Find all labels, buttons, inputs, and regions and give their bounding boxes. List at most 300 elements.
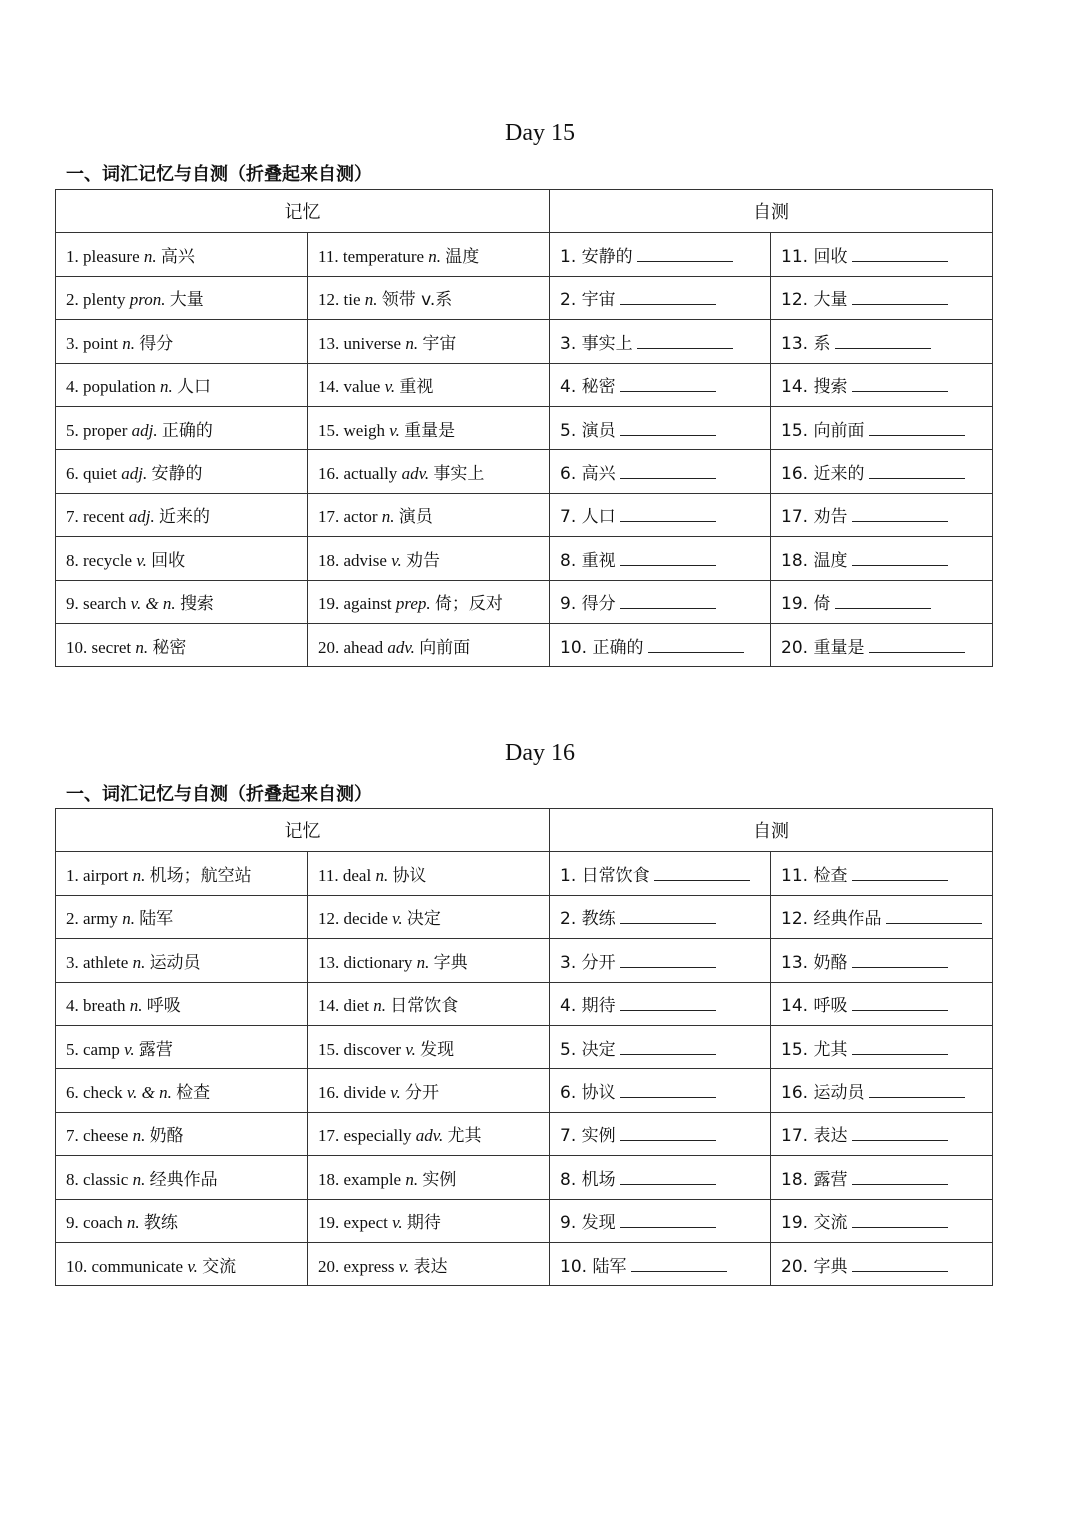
memory-header: 记忆 bbox=[56, 809, 550, 852]
part-of-speech: n. bbox=[135, 637, 149, 657]
memory-cell bbox=[308, 1025, 550, 1068]
table-row bbox=[56, 895, 993, 938]
memory-cell bbox=[56, 1156, 308, 1199]
meaning: 奶酪 bbox=[149, 1126, 184, 1147]
answer-blank[interactable] bbox=[852, 1255, 948, 1272]
table-row bbox=[56, 1069, 993, 1112]
table-row bbox=[56, 363, 993, 406]
vocab-word: 16. divide bbox=[318, 1083, 386, 1103]
memory-cell bbox=[56, 852, 308, 895]
memory-cell bbox=[56, 1069, 308, 1112]
self-test-cell bbox=[550, 406, 771, 449]
self-test-cell bbox=[771, 623, 993, 666]
test-prompt: 12. 大量 bbox=[781, 290, 848, 311]
memory-header: 记忆 bbox=[56, 190, 550, 233]
vocab-word: 13. universe bbox=[318, 333, 402, 353]
meaning: 陆军 bbox=[139, 909, 174, 930]
vocab-word: 8. recycle bbox=[66, 550, 133, 570]
part-of-speech: adv. bbox=[387, 637, 415, 657]
table-row bbox=[56, 493, 993, 536]
self-test-cell bbox=[771, 580, 993, 623]
memory-cell bbox=[308, 1242, 550, 1285]
part-of-speech: v. bbox=[187, 1256, 198, 1276]
answer-blank[interactable] bbox=[852, 994, 948, 1011]
self-test-cell bbox=[771, 1112, 993, 1155]
meaning: 期待 bbox=[406, 1213, 441, 1234]
section-title: 一、词汇记忆与自测（折叠起来自测） bbox=[66, 164, 372, 185]
test-prompt: 8. 重视 bbox=[560, 550, 616, 571]
vocab-table bbox=[55, 189, 993, 667]
self-test-cell bbox=[771, 276, 993, 319]
meaning: 决定 bbox=[406, 909, 441, 930]
test-prompt: 2. 教练 bbox=[560, 909, 616, 930]
vocab-word: 11. deal bbox=[318, 866, 372, 886]
self-test-cell bbox=[550, 363, 771, 406]
part-of-speech: n. bbox=[416, 952, 430, 972]
vocab-word: 10. communicate bbox=[66, 1256, 184, 1276]
table-row bbox=[56, 276, 993, 319]
part-of-speech: adj. bbox=[131, 420, 158, 440]
table-row bbox=[56, 320, 993, 363]
test-prompt: 16. 运动员 bbox=[781, 1083, 865, 1104]
answer-blank[interactable] bbox=[852, 951, 948, 968]
answer-blank[interactable] bbox=[637, 332, 733, 349]
part-of-speech: v. bbox=[124, 1039, 135, 1059]
table-row bbox=[56, 852, 993, 895]
memory-cell bbox=[56, 320, 308, 363]
table-header-row bbox=[56, 809, 993, 852]
test-prompt: 14. 搜索 bbox=[781, 377, 848, 398]
test-prompt: 16. 近来的 bbox=[781, 464, 865, 485]
vocab-word: 6. check bbox=[66, 1083, 123, 1103]
memory-cell bbox=[308, 233, 550, 276]
self-test-cell bbox=[550, 1025, 771, 1068]
answer-blank[interactable] bbox=[620, 1211, 716, 1228]
test-prompt: 20. 重量是 bbox=[781, 637, 865, 658]
table-row bbox=[56, 537, 993, 580]
test-prompt: 18. 温度 bbox=[781, 550, 848, 571]
self-test-cell bbox=[771, 852, 993, 895]
meaning: 宇宙 bbox=[422, 333, 457, 354]
vocab-word: 14. value bbox=[318, 377, 381, 397]
memory-cell bbox=[308, 623, 550, 666]
meaning: 正确的 bbox=[161, 420, 213, 441]
test-prompt: 13. 奶酪 bbox=[781, 952, 848, 973]
answer-blank[interactable] bbox=[620, 505, 716, 522]
test-prompt: 3. 事实上 bbox=[560, 333, 633, 354]
self-test-cell bbox=[771, 1069, 993, 1112]
part-of-speech: n. bbox=[132, 1169, 146, 1189]
test-prompt: 19. 交流 bbox=[781, 1213, 848, 1234]
self-test-cell bbox=[771, 320, 993, 363]
vocab-word: 17. especially bbox=[318, 1126, 412, 1146]
vocab-word: 4. population bbox=[66, 377, 156, 397]
meaning: 回收 bbox=[151, 550, 186, 571]
answer-blank[interactable] bbox=[869, 1081, 965, 1098]
self-test-cell bbox=[550, 895, 771, 938]
self-test-cell bbox=[771, 1242, 993, 1285]
test-prompt: 18. 露营 bbox=[781, 1169, 848, 1190]
part-of-speech: n. bbox=[122, 909, 135, 929]
answer-blank[interactable] bbox=[620, 462, 716, 479]
vocab-word: 20. express bbox=[318, 1256, 395, 1276]
meaning: 检查 bbox=[176, 1083, 211, 1104]
memory-cell bbox=[308, 406, 550, 449]
meaning: 协议 bbox=[392, 866, 427, 887]
test-prompt: 10. 陆军 bbox=[560, 1256, 627, 1277]
table-row bbox=[56, 939, 993, 982]
test-prompt: 7. 人口 bbox=[560, 507, 616, 528]
memory-cell bbox=[56, 895, 308, 938]
meaning: 安静的 bbox=[151, 464, 203, 485]
vocab-word: 13. dictionary bbox=[318, 952, 413, 972]
vocab-word: 1. airport bbox=[66, 866, 129, 886]
memory-cell bbox=[56, 233, 308, 276]
table-row bbox=[56, 233, 993, 276]
self-test-cell bbox=[771, 406, 993, 449]
self-test-cell bbox=[771, 493, 993, 536]
part-of-speech: prep. bbox=[395, 594, 431, 614]
test-prompt: 4. 期待 bbox=[560, 996, 616, 1017]
answer-blank[interactable] bbox=[835, 592, 931, 609]
meaning: 领带 v.系 bbox=[381, 290, 453, 311]
self-test-cell bbox=[771, 895, 993, 938]
answer-blank[interactable] bbox=[852, 1124, 948, 1141]
part-of-speech: adv. bbox=[401, 464, 430, 484]
memory-cell bbox=[308, 1069, 550, 1112]
vocab-word: 9. coach bbox=[66, 1213, 123, 1233]
answer-blank[interactable] bbox=[620, 375, 716, 392]
test-prompt: 8. 机场 bbox=[560, 1169, 616, 1190]
vocab-word: 12. decide bbox=[318, 909, 388, 929]
table-row bbox=[56, 450, 993, 493]
part-of-speech: v. bbox=[391, 550, 402, 570]
part-of-speech: n. bbox=[132, 1126, 146, 1146]
answer-blank[interactable] bbox=[852, 505, 948, 522]
memory-cell bbox=[308, 895, 550, 938]
table-header-row bbox=[56, 190, 993, 233]
test-prompt: 17. 劝告 bbox=[781, 507, 848, 528]
answer-blank[interactable] bbox=[852, 375, 948, 392]
meaning: 得分 bbox=[139, 333, 174, 354]
memory-cell bbox=[308, 1156, 550, 1199]
vocab-word: 18. advise bbox=[318, 550, 387, 570]
answer-blank[interactable] bbox=[648, 636, 744, 653]
part-of-speech: v. bbox=[136, 550, 147, 570]
vocab-word: 7. cheese bbox=[66, 1126, 129, 1146]
meaning: 温度 bbox=[445, 247, 480, 268]
vocab-word: 5. camp bbox=[66, 1039, 120, 1059]
self-test-cell bbox=[771, 537, 993, 580]
memory-cell bbox=[56, 1242, 308, 1285]
vocab-word: 11. temperature bbox=[318, 247, 425, 267]
memory-cell bbox=[308, 1112, 550, 1155]
part-of-speech: n. bbox=[132, 952, 146, 972]
test-prompt: 13. 系 bbox=[781, 333, 831, 354]
table-row bbox=[56, 982, 993, 1025]
vocab-word: 19. against bbox=[318, 594, 392, 614]
test-prompt: 3. 分开 bbox=[560, 952, 616, 973]
test-prompt: 17. 表达 bbox=[781, 1126, 848, 1147]
answer-blank[interactable] bbox=[631, 1255, 727, 1272]
self-test-cell bbox=[550, 276, 771, 319]
answer-blank[interactable] bbox=[835, 332, 931, 349]
self-test-cell bbox=[550, 982, 771, 1025]
answer-blank[interactable] bbox=[637, 245, 733, 262]
part-of-speech: v. bbox=[392, 1213, 403, 1233]
test-prompt: 5. 决定 bbox=[560, 1039, 616, 1060]
self-test-cell bbox=[550, 1069, 771, 1112]
meaning: 重视 bbox=[399, 377, 434, 398]
part-of-speech: n. bbox=[375, 866, 389, 886]
part-of-speech: n. bbox=[364, 290, 378, 310]
meaning: 机场；航空站 bbox=[149, 866, 252, 887]
answer-blank[interactable] bbox=[852, 288, 948, 305]
memory-cell bbox=[56, 537, 308, 580]
day-title: Day 16 bbox=[505, 740, 575, 766]
answer-blank[interactable] bbox=[620, 419, 716, 436]
memory-cell bbox=[308, 276, 550, 319]
meaning: 搜索 bbox=[179, 594, 214, 615]
self-test-cell bbox=[550, 939, 771, 982]
test-prompt: 9. 发现 bbox=[560, 1213, 616, 1234]
answer-blank[interactable] bbox=[620, 288, 716, 305]
part-of-speech: adj. bbox=[121, 464, 148, 484]
part-of-speech: n. bbox=[405, 1169, 419, 1189]
test-prompt: 19. 倚 bbox=[781, 594, 831, 615]
meaning: 演员 bbox=[398, 507, 433, 528]
self-test-cell bbox=[550, 450, 771, 493]
test-prompt: 5. 演员 bbox=[560, 420, 616, 441]
test-prompt: 12. 经典作品 bbox=[781, 909, 882, 930]
table-row bbox=[56, 580, 993, 623]
meaning: 教练 bbox=[143, 1213, 178, 1234]
vocab-word: 17. actor bbox=[318, 507, 378, 527]
meaning: 大量 bbox=[169, 290, 204, 311]
answer-blank[interactable] bbox=[620, 1168, 716, 1185]
test-prompt: 6. 协议 bbox=[560, 1083, 616, 1104]
answer-blank[interactable] bbox=[869, 636, 965, 653]
vocab-table bbox=[55, 808, 993, 1286]
test-prompt: 15. 尤其 bbox=[781, 1039, 848, 1060]
part-of-speech: v. bbox=[384, 377, 396, 397]
part-of-speech: pron. bbox=[129, 290, 166, 310]
memory-cell bbox=[308, 493, 550, 536]
meaning: 实例 bbox=[422, 1169, 457, 1190]
test-prompt: 11. 回收 bbox=[781, 247, 848, 268]
meaning: 经典作品 bbox=[149, 1169, 218, 1190]
test-prompt: 1. 安静的 bbox=[560, 247, 633, 268]
table-row bbox=[56, 1242, 993, 1285]
meaning: 日常饮食 bbox=[390, 996, 459, 1017]
meaning: 表达 bbox=[413, 1256, 448, 1277]
test-prompt: 7. 实例 bbox=[560, 1126, 616, 1147]
answer-blank[interactable] bbox=[620, 1081, 716, 1098]
answer-blank[interactable] bbox=[852, 1168, 948, 1185]
answer-blank[interactable] bbox=[620, 951, 716, 968]
answer-blank[interactable] bbox=[620, 592, 716, 609]
vocab-word: 8. classic bbox=[66, 1169, 129, 1189]
test-prompt: 15. 向前面 bbox=[781, 420, 865, 441]
test-prompt: 10. 正确的 bbox=[560, 637, 644, 658]
memory-cell bbox=[308, 852, 550, 895]
self-test-cell bbox=[550, 493, 771, 536]
answer-blank[interactable] bbox=[852, 1211, 948, 1228]
meaning: 近来的 bbox=[159, 507, 211, 528]
meaning: 向前面 bbox=[419, 637, 471, 658]
self-test-cell bbox=[550, 623, 771, 666]
part-of-speech: v. & n. bbox=[130, 594, 176, 614]
memory-cell bbox=[56, 982, 308, 1025]
table-row bbox=[56, 406, 993, 449]
vocab-word: 15. weigh bbox=[318, 420, 386, 440]
meaning: 呼吸 bbox=[146, 996, 181, 1017]
self-test-cell bbox=[550, 1199, 771, 1242]
meaning: 倚；反对 bbox=[434, 594, 503, 615]
meaning: 尤其 bbox=[447, 1126, 482, 1147]
self-test-header: 自测 bbox=[550, 190, 993, 233]
part-of-speech: adv. bbox=[415, 1126, 444, 1146]
vocab-word: 16. actually bbox=[318, 464, 398, 484]
self-test-cell bbox=[550, 1156, 771, 1199]
meaning: 露营 bbox=[138, 1039, 173, 1060]
meaning: 分开 bbox=[405, 1083, 440, 1104]
self-test-cell bbox=[550, 1112, 771, 1155]
part-of-speech: n. bbox=[405, 333, 419, 353]
self-test-cell bbox=[550, 320, 771, 363]
self-test-cell bbox=[550, 1242, 771, 1285]
self-test-cell bbox=[771, 939, 993, 982]
answer-blank[interactable] bbox=[620, 1038, 716, 1055]
day-title: Day 15 bbox=[505, 120, 575, 146]
answer-blank[interactable] bbox=[852, 245, 948, 262]
vocab-word: 9. search bbox=[66, 594, 127, 614]
vocab-word: 12. tie bbox=[318, 290, 361, 310]
vocab-word: 14. diet bbox=[318, 996, 369, 1016]
memory-cell bbox=[56, 406, 308, 449]
answer-blank[interactable] bbox=[886, 907, 982, 924]
self-test-cell bbox=[550, 233, 771, 276]
part-of-speech: v. bbox=[389, 420, 400, 440]
memory-cell bbox=[56, 1025, 308, 1068]
memory-cell bbox=[56, 580, 308, 623]
part-of-speech: v. bbox=[405, 1039, 416, 1059]
self-test-cell bbox=[771, 1025, 993, 1068]
part-of-speech: n. bbox=[373, 996, 386, 1016]
meaning: 运动员 bbox=[149, 952, 201, 973]
answer-blank[interactable] bbox=[620, 994, 716, 1011]
vocab-word: 3. point bbox=[66, 333, 118, 353]
answer-blank[interactable] bbox=[869, 462, 965, 479]
meaning: 人口 bbox=[176, 377, 211, 398]
meaning: 秘密 bbox=[152, 637, 187, 658]
self-test-cell bbox=[771, 1199, 993, 1242]
vocab-word: 7. recent bbox=[66, 507, 125, 527]
answer-blank[interactable] bbox=[620, 907, 716, 924]
table-row bbox=[56, 1112, 993, 1155]
test-prompt: 2. 宇宙 bbox=[560, 290, 616, 311]
part-of-speech: n. bbox=[126, 1213, 140, 1233]
memory-cell bbox=[308, 537, 550, 580]
vocab-word: 2. army bbox=[66, 909, 118, 929]
meaning: 事实上 bbox=[433, 464, 485, 485]
vocab-word: 20. ahead bbox=[318, 637, 384, 657]
vocab-word: 3. athlete bbox=[66, 952, 129, 972]
part-of-speech: n. bbox=[129, 996, 143, 1016]
self-test-header: 自测 bbox=[550, 809, 993, 852]
part-of-speech: v. bbox=[392, 909, 403, 929]
vocab-word: 5. proper bbox=[66, 420, 128, 440]
memory-cell bbox=[56, 939, 308, 982]
part-of-speech: n. bbox=[428, 247, 442, 267]
part-of-speech: n. bbox=[381, 507, 395, 527]
answer-blank[interactable] bbox=[852, 1038, 948, 1055]
memory-cell bbox=[56, 493, 308, 536]
self-test-cell bbox=[550, 537, 771, 580]
answer-blank[interactable] bbox=[620, 549, 716, 566]
meaning: 重量是 bbox=[404, 420, 456, 441]
part-of-speech: adj. bbox=[128, 507, 155, 527]
memory-cell bbox=[308, 450, 550, 493]
test-prompt: 9. 得分 bbox=[560, 594, 616, 615]
part-of-speech: n. bbox=[122, 333, 135, 353]
self-test-cell bbox=[771, 982, 993, 1025]
part-of-speech: v. bbox=[390, 1083, 401, 1103]
answer-blank[interactable] bbox=[852, 549, 948, 566]
table-row bbox=[56, 1199, 993, 1242]
test-prompt: 6. 高兴 bbox=[560, 464, 616, 485]
memory-cell bbox=[56, 1199, 308, 1242]
meaning: 字典 bbox=[433, 952, 468, 973]
part-of-speech: v. bbox=[398, 1256, 410, 1276]
self-test-cell bbox=[771, 450, 993, 493]
self-test-cell bbox=[771, 1156, 993, 1199]
answer-blank[interactable] bbox=[852, 864, 948, 881]
test-prompt: 20. 字典 bbox=[781, 1256, 848, 1277]
memory-cell bbox=[308, 982, 550, 1025]
vocab-word: 4. breath bbox=[66, 996, 126, 1016]
table-row bbox=[56, 1156, 993, 1199]
answer-blank[interactable] bbox=[869, 419, 965, 436]
test-prompt: 14. 呼吸 bbox=[781, 996, 848, 1017]
self-test-cell bbox=[771, 233, 993, 276]
answer-blank[interactable] bbox=[654, 864, 750, 881]
memory-cell bbox=[56, 623, 308, 666]
vocab-word: 2. plenty bbox=[66, 290, 126, 310]
memory-cell bbox=[56, 363, 308, 406]
vocab-word: 1. pleasure bbox=[66, 247, 140, 267]
self-test-cell bbox=[550, 852, 771, 895]
memory-cell bbox=[56, 276, 308, 319]
memory-cell bbox=[308, 363, 550, 406]
memory-cell bbox=[56, 450, 308, 493]
answer-blank[interactable] bbox=[620, 1124, 716, 1141]
table-row bbox=[56, 623, 993, 666]
test-prompt: 4. 秘密 bbox=[560, 377, 616, 398]
part-of-speech: n. bbox=[132, 866, 146, 886]
vocab-word: 15. discover bbox=[318, 1039, 402, 1059]
test-prompt: 11. 检查 bbox=[781, 866, 848, 887]
test-prompt: 1. 日常饮食 bbox=[560, 866, 650, 887]
memory-cell bbox=[308, 320, 550, 363]
meaning: 高兴 bbox=[160, 247, 195, 268]
table-row bbox=[56, 1025, 993, 1068]
memory-cell bbox=[56, 1112, 308, 1155]
memory-cell bbox=[308, 580, 550, 623]
vocab-word: 18. example bbox=[318, 1169, 402, 1189]
vocab-word: 10. secret bbox=[66, 637, 132, 657]
vocab-word: 6. quiet bbox=[66, 464, 117, 484]
